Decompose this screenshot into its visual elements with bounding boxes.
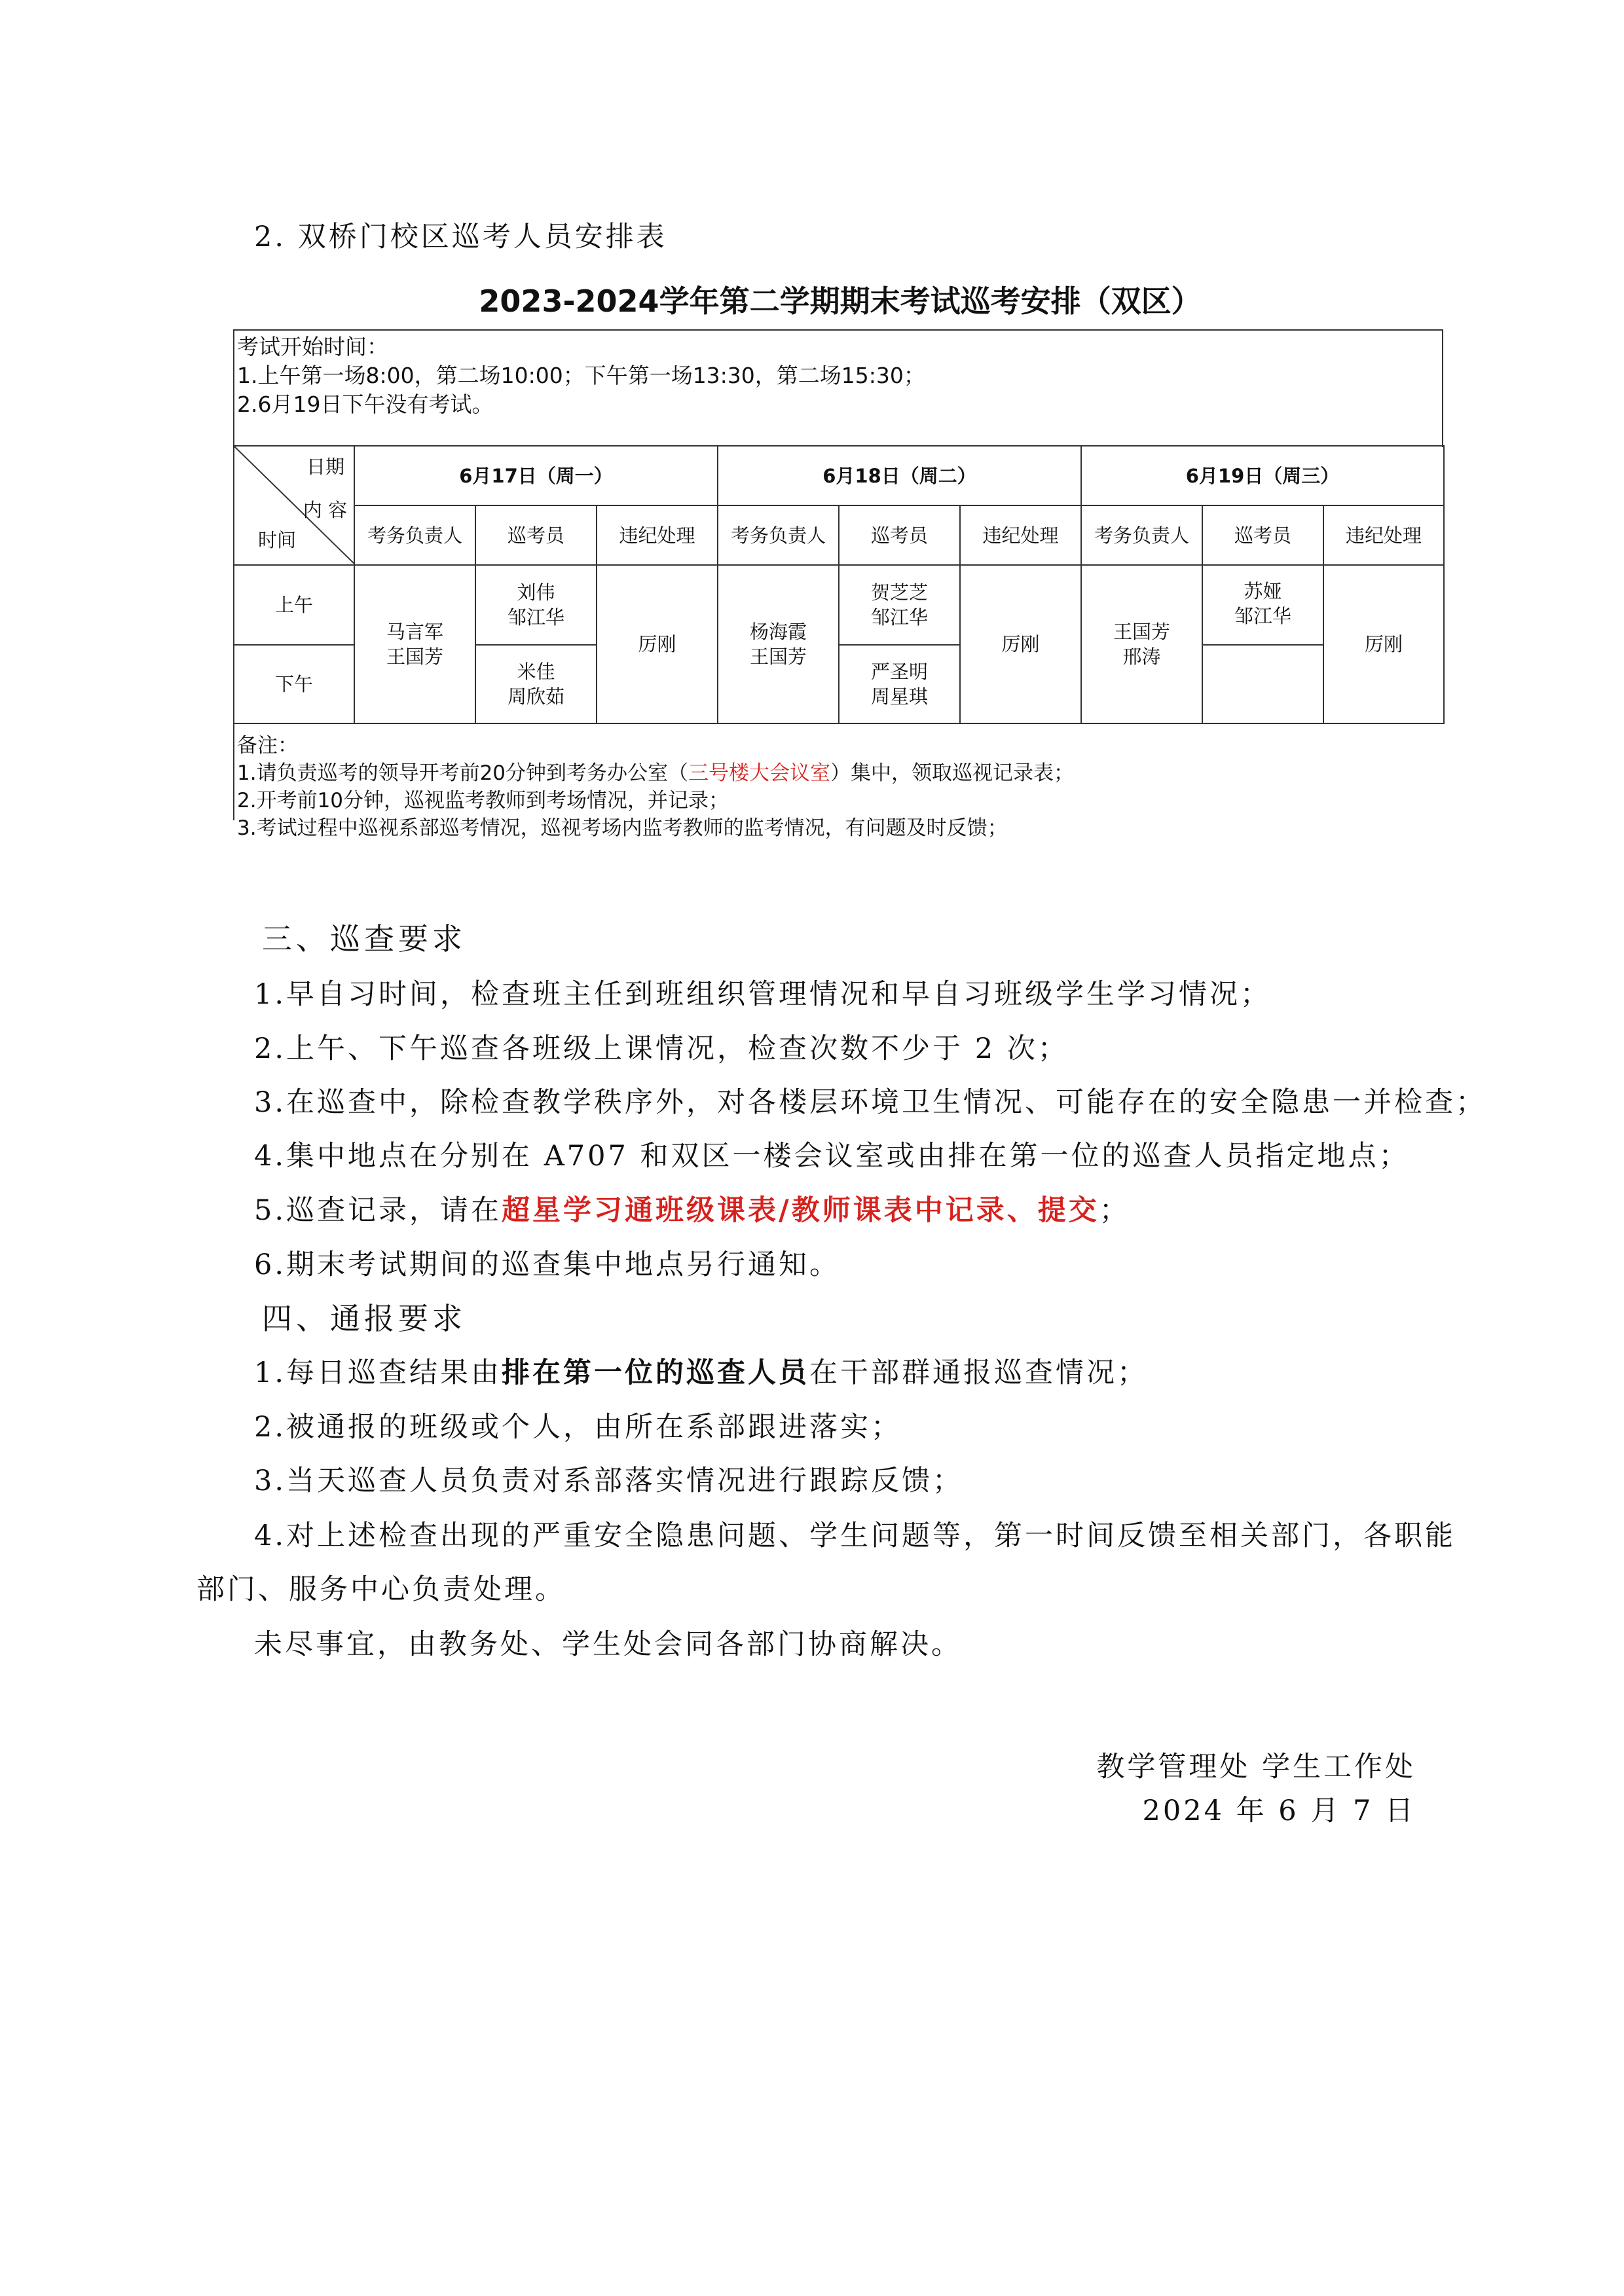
section3-item-5-highlight: 超星学习通班级课表/教师课表中记录、提交 bbox=[502, 1194, 1099, 1227]
section4-item-2: 2.被通报的班级或个人，由所在系部跟进落实； bbox=[254, 1411, 902, 1444]
day1-leader: 马言军 王国芳 bbox=[354, 565, 475, 723]
subheader-discipline: 违纪处理 bbox=[597, 505, 718, 565]
signature-date: 2024 年 6 月 7 日 bbox=[1142, 1795, 1416, 1827]
schedule-table-image bbox=[233, 274, 1447, 863]
exam-time-notes bbox=[237, 333, 1442, 444]
remark-1 bbox=[237, 759, 1442, 787]
section3-title: 三、巡查要求 bbox=[262, 921, 466, 957]
frame-top bbox=[233, 329, 1443, 331]
remarks-title: 备注： bbox=[237, 734, 298, 757]
subheader-leader: 考务负责人 bbox=[354, 505, 475, 565]
section4-item-1 bbox=[254, 1351, 1148, 1391]
subheader-leader: 考务负责人 bbox=[1081, 505, 1202, 565]
schedule-grid bbox=[233, 445, 1445, 724]
notes-heading: 考试开始时间： bbox=[237, 334, 388, 359]
day3-leader: 王国芳 邢涛 bbox=[1081, 565, 1202, 723]
corner-time-label: 时间 bbox=[258, 529, 297, 551]
day3-pm-inspector bbox=[1202, 645, 1323, 723]
section4-item-1-highlight: 排在第一位的巡查人员 bbox=[502, 1357, 810, 1389]
remark-1-tail: ）集中，领取巡视记录表； bbox=[830, 761, 1075, 785]
remark-1-text: 1.请负责巡考的领导开考前20分钟到考务办公室（ bbox=[237, 761, 689, 785]
section2-title: 2. 双桥门校区巡考人员安排表 bbox=[254, 221, 667, 253]
section4-item-4-line-2: 部门、服务中心负责处理。 bbox=[196, 1573, 566, 1606]
subheader-discipline: 违纪处理 bbox=[1323, 505, 1444, 565]
section3-item-4: 4.集中地点在分别在 A707 和双区一楼会议室或由排在第一位的巡查人员指定地点； bbox=[254, 1140, 1410, 1173]
day3-am-inspector: 苏娅 邹江华 bbox=[1202, 565, 1323, 645]
corner-date-label: 日期 bbox=[306, 456, 344, 478]
corner-content-label: 内 容 bbox=[303, 499, 347, 521]
schedule-remarks bbox=[237, 732, 1442, 842]
day1-pm-inspector: 米佳 周欣茹 bbox=[475, 645, 597, 723]
subheader-inspector: 巡考员 bbox=[839, 505, 960, 565]
remark-3: 3.考试过程中巡视系部巡考情况，巡视考场内监考教师的监考情况，有问题及时反馈； bbox=[237, 816, 1008, 840]
schedule-title: 2023-2024学年第二学期期末考试巡考安排（双区） bbox=[479, 283, 1202, 319]
remark-1-location: 三号楼大会议室 bbox=[688, 761, 831, 785]
notes-line-1: 1.上午第一场8:00，第二场10:00；下午第一场13:30，第二场15:30； bbox=[237, 363, 925, 388]
section3-item-5-text: 5.巡查记录，请在 bbox=[254, 1194, 502, 1227]
subheader-leader: 考务负责人 bbox=[718, 505, 839, 565]
section4-item-3: 3.当天巡查人员负责对系部落实情况进行跟踪反馈； bbox=[254, 1465, 964, 1497]
day2-am-inspector: 贺芝芝 邹江华 bbox=[839, 565, 960, 645]
period-pm: 下午 bbox=[234, 645, 354, 723]
section4-item-4-line-1: 4.对上述检查出现的严重安全隐患问题、学生问题等，第一时间反馈至相关部门，各职能 bbox=[254, 1520, 1456, 1552]
day2-leader: 杨海霞 王国芳 bbox=[718, 565, 839, 723]
frame-right bbox=[1442, 329, 1443, 447]
remark-2: 2.开考前10分钟，巡视监考教师到考场情况，并记录； bbox=[237, 789, 729, 812]
day3-discipline: 厉刚 bbox=[1323, 565, 1444, 723]
day-header-2: 6月18日（周二） bbox=[718, 446, 1081, 505]
notes-line-2: 2.6月19日下午没有考试。 bbox=[237, 392, 494, 417]
section3-item-6: 6.期末考试期间的巡查集中地点另行通知。 bbox=[254, 1248, 841, 1281]
section4-item-1-tail: 在干部群通报巡查情况； bbox=[809, 1357, 1149, 1389]
subheader-inspector: 巡考员 bbox=[475, 505, 597, 565]
section3-item-1: 1.早自习时间，检查班主任到班组织管理情况和早自习班级学生学习情况； bbox=[254, 978, 1272, 1011]
day-header-1: 6月17日（周一） bbox=[354, 446, 718, 505]
section3-item-2: 2.上午、下午巡查各班级上课情况，检查次数不少于 2 次； bbox=[254, 1032, 1069, 1065]
closing-statement: 未尽事宜，由教务处、学生处会同各部门协商解决。 bbox=[254, 1628, 962, 1661]
subheader-inspector: 巡考员 bbox=[1202, 505, 1323, 565]
section3-item-5-tail: ； bbox=[1099, 1194, 1130, 1227]
day-header-3: 6月19日（周三） bbox=[1081, 446, 1444, 505]
day2-discipline: 厉刚 bbox=[960, 565, 1081, 723]
section4-item-1-text: 1.每日巡查结果由 bbox=[254, 1357, 502, 1389]
signature-departments: 教学管理处 学生工作处 bbox=[1096, 1751, 1416, 1783]
day1-am-inspector: 刘伟 邹江华 bbox=[475, 565, 597, 645]
corner-header bbox=[234, 446, 354, 565]
section3-item-3: 3.在巡查中，除检查教学秩序外，对各楼层环境卫生情况、可能存在的安全隐患一并检查； bbox=[254, 1086, 1487, 1119]
section4-title: 四、通报要求 bbox=[262, 1301, 466, 1336]
section3-item-5 bbox=[254, 1188, 1130, 1228]
day2-pm-inspector: 严圣明 周星琪 bbox=[839, 645, 960, 723]
period-am: 上午 bbox=[234, 565, 354, 645]
day1-discipline: 厉刚 bbox=[597, 565, 718, 723]
subheader-discipline: 违纪处理 bbox=[960, 505, 1081, 565]
